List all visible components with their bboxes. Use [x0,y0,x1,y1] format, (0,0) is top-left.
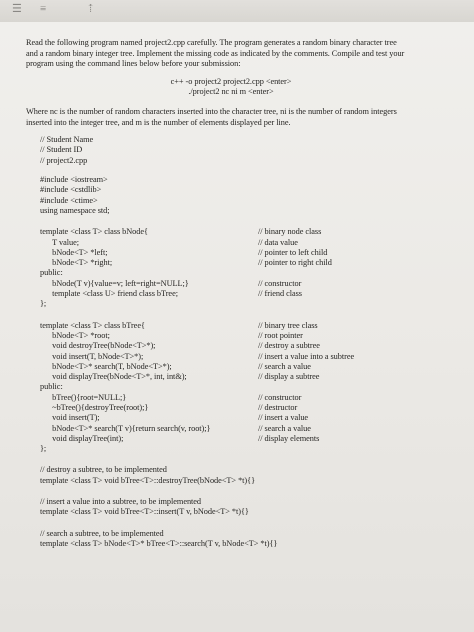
code-text: #include <ctime> [40,195,98,205]
code-text: bNode<T>* search(T v){return search(v, root);} [40,423,211,433]
code-text: ~bTree(){destroyTree(root);} [40,402,149,412]
code-text: // destroy a subtree, to be implemented [40,465,167,475]
code-row [40,424,466,434]
code-text: void insert(T, bNode<T>*); [40,351,144,361]
code-text: void insert(T); [40,413,100,423]
code-text: template <class T> void bTree<T>::insert(T v, bNode<T> *t){} [40,507,249,517]
code-text: // project2.cpp [40,155,88,165]
code-comment: // binary tree class [258,320,318,330]
intro-line: Read the following program named project2.cpp carefully. The program generates a random binary character tree [26,38,397,47]
code-comment: // search a value [258,361,311,371]
code-row [40,507,466,517]
viewer-toolbar [0,0,474,23]
code-text: public: [40,268,63,278]
code-comment: // constructor [258,392,302,402]
assignment-text [26,38,466,549]
code-text: bNode<T> *root; [40,330,110,340]
code-gap [40,486,466,497]
code-row [40,258,466,268]
code-comment: // display a subtree [258,372,320,382]
code-row [40,434,466,444]
code-text: // insert a value into a subtree, to be implemented [40,497,202,507]
code-text: // search a subtree, to be implemented [40,528,164,538]
code-row [40,135,466,145]
code-row [40,331,466,341]
code-gap [40,454,466,465]
explain-line: inserted into the integer tree, and m is the number of elements displayed per line. [26,117,291,127]
code-comment: // root pointer [258,330,303,340]
code-row [40,476,466,486]
code-text: template <class T> bNode<T>* bTree<T>::search(T v, bNode<T> *t){} [40,538,278,548]
code-gap [40,216,466,227]
code-row [40,382,466,392]
code-text: }; [40,444,47,454]
code-comment: // friend class [258,289,302,299]
explain-line: Where nc is the number of random characters inserted into the character tree, ni is the number of random integers [26,106,397,116]
code-text: bNode(T v){value=v; left=right=NULL;} [40,278,189,288]
code-row [40,529,466,539]
command-lines [0,77,466,98]
code-gap [40,518,466,529]
code-text: template <class T> class bNode{ [40,227,148,237]
code-text: bNode<T>* search(T, bNode<T>*); [40,361,172,371]
code-row [40,465,466,475]
code-text: void displayTree(bNode<T>*, int, int&); [40,372,187,382]
code-row [40,289,466,299]
code-row [40,403,466,413]
code-row [40,539,466,549]
code-text: // Student Name [40,135,94,145]
intro-paragraph [26,38,466,70]
document-page [0,22,474,632]
code-text: bTree(){root=NULL;} [40,392,127,402]
code-comment: // insert a value into a subtree [258,351,355,361]
code-row [40,444,466,454]
code-text: void displayTree(int); [40,433,124,443]
code-row [40,497,466,507]
code-comment: // display elements [258,433,320,443]
code-row [40,227,466,237]
code-row [40,321,466,331]
code-row [40,145,466,155]
code-text: bNode<T> *left; [40,247,108,257]
code-text: template <class T> void bTree<T>::destroyTree(bNode<T> *t){} [40,475,256,485]
code-comment: // search a value [258,423,311,433]
code-row [40,268,466,278]
code-text: void destroyTree(bNode<T>*); [40,341,156,351]
code-row [40,413,466,423]
code-row [40,372,466,382]
code-gap [40,310,466,321]
code-text: // Student ID [40,145,83,155]
code-row [40,156,466,166]
menu-icon[interactable]: ☰ [12,3,22,15]
intro-line: program using the command lines below before your submission: [26,59,241,69]
upload-icon[interactable]: ⇡ [86,3,96,15]
code-comment: // constructor [258,278,302,288]
code-text: template <class T> class bTree{ [40,320,145,330]
code-row [40,341,466,351]
code-text: #include <cstdlib> [40,185,102,195]
code-comment: // binary node class [258,227,322,237]
code-comment: // pointer to right child [258,258,332,268]
code-row [40,362,466,372]
code-row [40,279,466,289]
compile-command: c++ -o project2 project2.cpp <enter> [170,76,292,86]
code-text: T value; [40,237,80,247]
list-icon[interactable]: ≡ [40,3,47,15]
code-row [40,175,466,185]
code-row [40,393,466,403]
code-text: using namespace std; [40,205,110,215]
code-row [40,248,466,258]
code-text: }; [40,299,47,309]
code-row [40,185,466,195]
intro-line: and a random binary integer tree. Implement the missing code as indicated by the comments. Compile and test your [26,48,405,58]
code-comment: // data value [258,237,298,247]
code-text: #include <iostream> [40,175,108,185]
code-comment: // destroy a subtree [258,341,320,351]
code-row [40,196,466,206]
run-command: ./project2 nc ni m <enter> [188,87,274,97]
code-row [40,352,466,362]
code-text: bNode<T> *right; [40,258,113,268]
code-gap [40,166,466,175]
code-row [40,206,466,216]
code-listing [40,135,466,549]
code-comment: // destructor [258,402,298,412]
code-row [40,238,466,248]
code-text: public: [40,382,63,392]
code-text: template <class U> friend class bTree; [40,289,178,299]
explanation-paragraph [26,107,466,128]
code-comment: // insert a value [258,413,309,423]
code-row [40,299,466,309]
code-comment: // pointer to left child [258,247,328,257]
